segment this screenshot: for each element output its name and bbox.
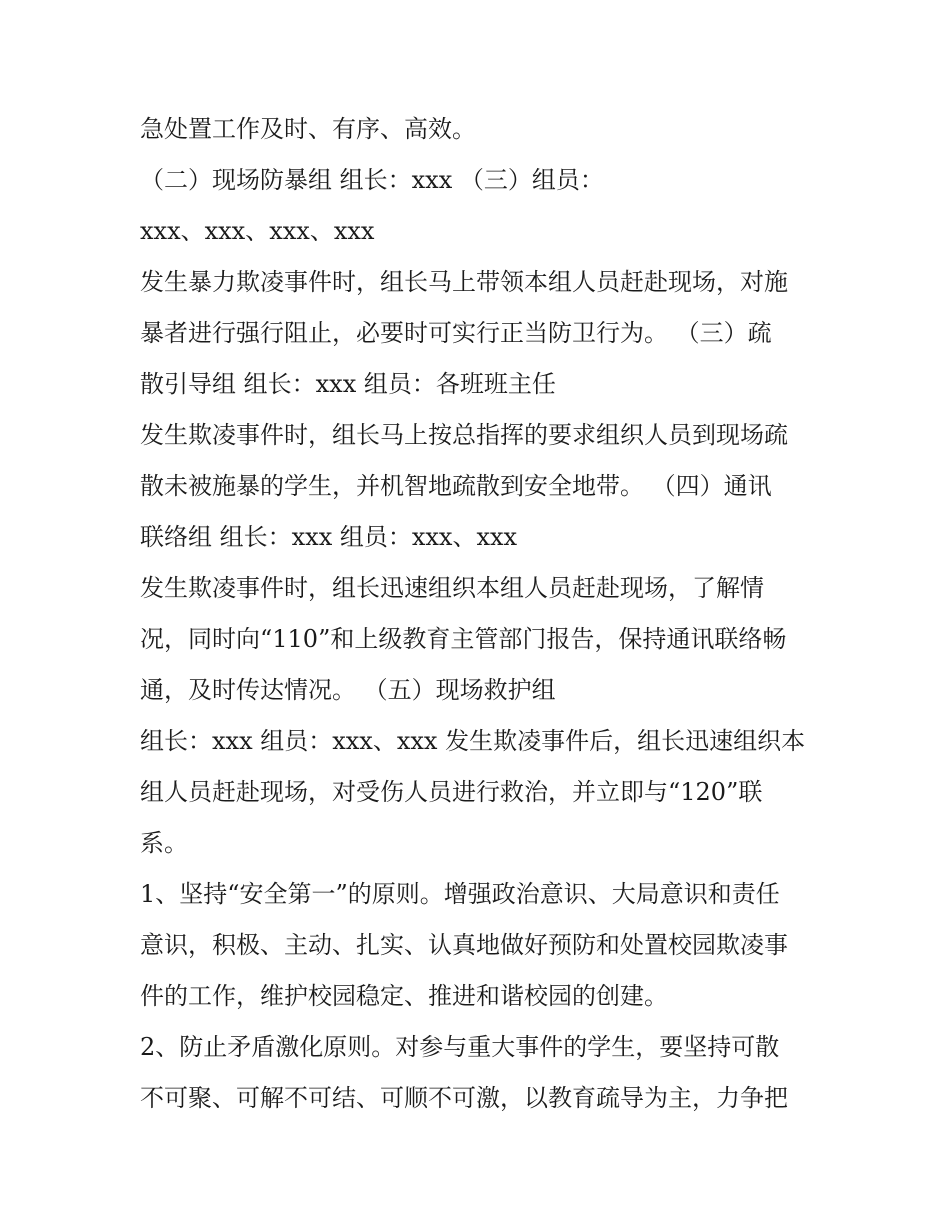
text-line: 不可聚、可解不可结、可顺不可激，以教育疏导为主，力争把 [140,1084,788,1112]
text-line: 散未被施暴的学生，并机智地疏散到安全地带。 （四）通讯 [140,472,772,500]
document-body [140,104,820,1124]
text-line: 通，及时传达情况。 （五）现场救护组 [140,676,556,704]
text-line: 意识，积极、主动、扎实、认真地做好预防和处置校园欺凌事 [140,931,788,959]
text-line: 发生欺凌事件时，组长迅速组织本组人员赶赴现场，了解情 [140,574,764,602]
text-line: 件的工作，维护校园稳定、推进和谐校园的创建。 [140,982,668,1010]
text-line: 1、坚持“安全第一”的原则。增强政治意识、大局意识和责任 [140,880,780,908]
text-line: 暴者进行强行阻止，必要时可实行正当防卫行为。 （三）疏 [140,319,772,347]
text-line: 发生欺凌事件时，组长马上按总指挥的要求组织人员到现场疏 [140,421,788,449]
text-line: 组长：xxx 组员：xxx、xxx 发生欺凌事件后，组长迅速组织本 [140,727,806,755]
text-line: 急处置工作及时、有序、高效。 [140,115,476,143]
text-line: 系。 [140,829,188,857]
text-line: 况，同时向“110”和上级教育主管部门报告，保持通讯联络畅 [140,625,787,653]
text-line: （二）现场防暴组 组长：xxx （三）组员： [140,166,604,194]
text-line: 2、防止矛盾激化原则。对参与重大事件的学生，要坚持可散 [140,1033,780,1061]
text-line: 散引导组 组长：xxx 组员：各班班主任 [140,370,556,398]
text-line: 组人员赶赴现场，对受伤人员进行救治，并立即与“120”联 [140,778,763,806]
text-line: 联络组 组长：xxx 组员：xxx、xxx [140,523,518,551]
text-line: 发生暴力欺凌事件时，组长马上带领本组人员赶赴现场，对施 [140,268,788,296]
text-line: xxx、xxx、xxx、xxx [140,217,375,245]
